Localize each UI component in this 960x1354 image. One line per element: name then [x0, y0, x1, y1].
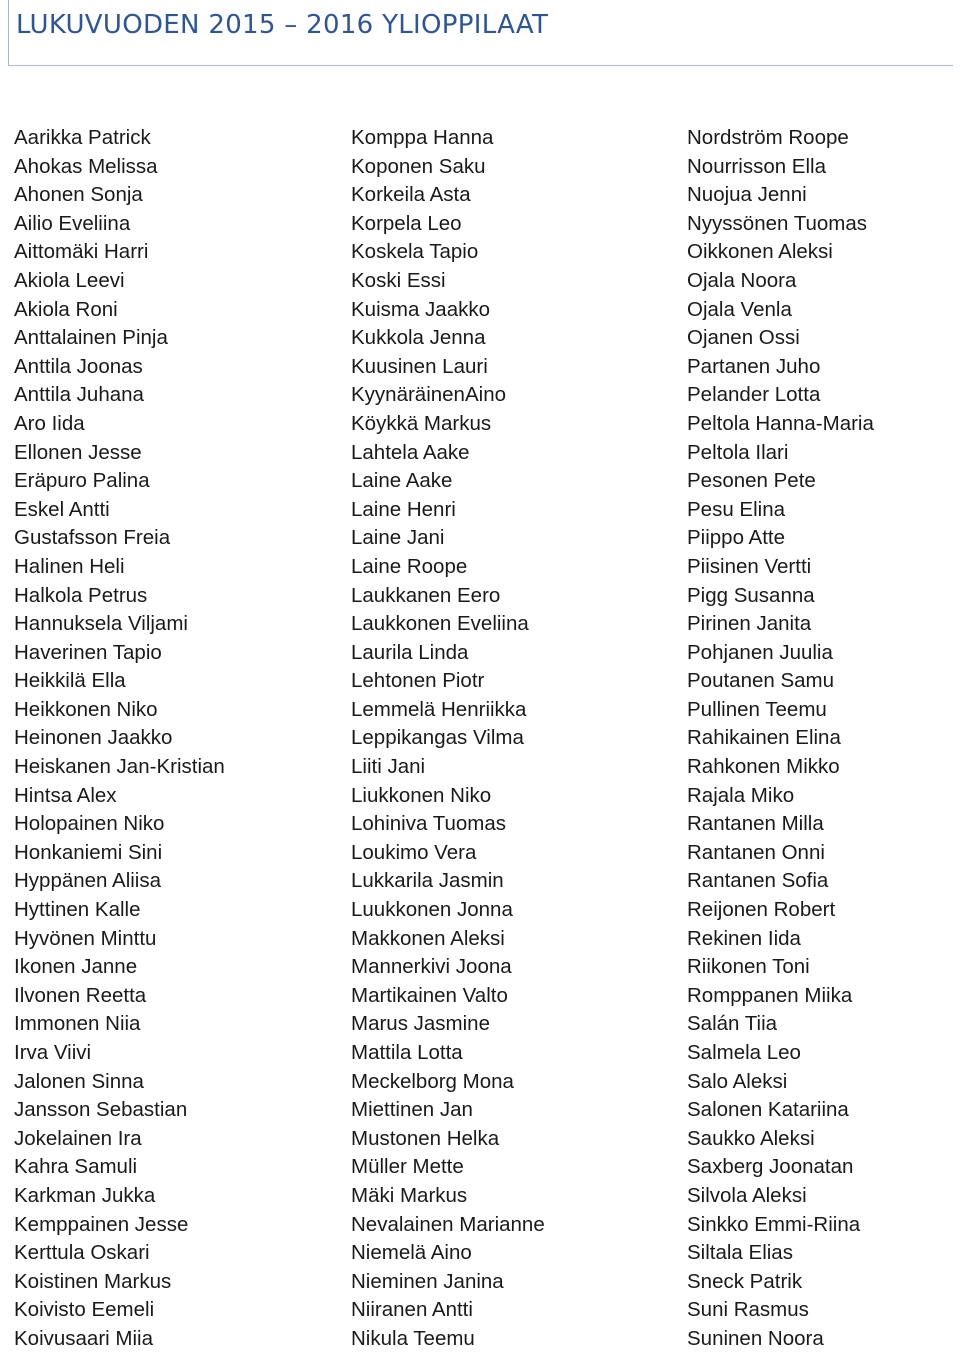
graduate-name: Anttila Juhana [14, 383, 144, 407]
graduate-name: Peltola Hanna-Maria [687, 411, 874, 435]
graduate-name: Oikkonen Aleksi [687, 240, 833, 264]
graduate-name: Piippo Atte [687, 526, 786, 550]
graduate-name: Miettinen Jan [351, 1098, 473, 1122]
graduate-name: Laine Henri [351, 497, 456, 521]
graduate-name: Laine Jani [351, 526, 445, 550]
title-block [8, 0, 953, 66]
graduate-name: Laukkanen Eero [351, 583, 501, 607]
graduate-name: Anttila Joonas [14, 354, 143, 378]
graduate-name: Koivusaari Miia [14, 1326, 153, 1350]
graduate-name: Akiola Roni [14, 297, 118, 321]
graduate-name: Makkonen Aleksi [351, 926, 505, 950]
graduate-name: Holopainen Niko [14, 812, 165, 836]
graduate-name: Nourrisson Ella [687, 154, 826, 178]
graduate-name: Jokelainen Ira [14, 1126, 142, 1150]
graduate-name: Reijonen Robert [687, 898, 836, 922]
graduate-name: Silvola Aleksi [687, 1183, 807, 1207]
graduate-name: KyynäräinenAino [351, 383, 506, 407]
graduate-name: Ailio Eveliina [14, 211, 131, 235]
graduate-name: Haverinen Tapio [14, 640, 162, 664]
graduate-name: Sinkko Emmi-Riina [687, 1212, 861, 1236]
name-column-2 [351, 124, 545, 1354]
graduate-name: Liukkonen Niko [351, 783, 492, 807]
graduate-name: Mustonen Helka [351, 1126, 500, 1150]
graduate-name: Marus Jasmine [351, 1012, 490, 1036]
graduate-name: Heikkilä Ella [14, 669, 126, 693]
graduate-name: Gustafsson Freia [14, 526, 171, 550]
graduate-name: Saxberg Joonatan [687, 1155, 854, 1179]
graduate-name: Korpela Leo [351, 211, 462, 235]
graduate-name: Pesu Elina [687, 497, 786, 521]
graduate-name: Luukkonen Jonna [351, 898, 513, 922]
graduate-name: Romppanen Miika [687, 983, 853, 1007]
graduate-name: Siltala Elias [687, 1241, 793, 1265]
graduate-name: Aro Iida [14, 411, 85, 435]
graduate-name: Partanen Juho [687, 354, 821, 378]
graduate-name: Aarikka Patrick [14, 126, 151, 149]
graduate-name: Nieminen Janina [351, 1269, 504, 1293]
graduate-name: Laine Aake [351, 469, 453, 493]
graduate-name: Müller Mette [351, 1155, 464, 1179]
graduate-name: Kukkola Jenna [351, 326, 486, 350]
graduate-name: Jansson Sebastian [14, 1098, 188, 1122]
graduate-name: Rekinen Iida [687, 926, 801, 950]
graduate-name: Komppa Hanna [351, 126, 494, 149]
graduate-name: Nordström Roope [687, 126, 849, 149]
graduate-name: Aittomäki Harri [14, 240, 149, 264]
graduate-name: Ellonen Jesse [14, 440, 142, 464]
graduate-name: Koivisto Eemeli [14, 1298, 155, 1322]
graduate-name: Nuojua Jenni [687, 183, 807, 207]
graduate-name: Halinen Heli [14, 554, 125, 578]
graduate-name: Suninen Noora [687, 1326, 824, 1350]
graduate-name: Hintsa Alex [14, 783, 117, 807]
graduate-name: Martikainen Valto [351, 983, 508, 1007]
graduate-name: Immonen Niia [14, 1012, 141, 1036]
graduate-name: Köykkä Markus [351, 411, 492, 435]
graduate-name: Kuusinen Lauri [351, 354, 488, 378]
graduate-name: Heiskanen Jan-Kristian [14, 755, 225, 779]
graduate-name: Ikonen Janne [14, 955, 138, 979]
graduate-name: Kahra Samuli [14, 1155, 138, 1179]
graduate-name: Meckelborg Mona [351, 1069, 514, 1093]
graduate-name: Pirinen Janita [687, 612, 812, 636]
graduate-name: Pigg Susanna [687, 583, 815, 607]
graduate-name: Karkman Jukka [14, 1183, 156, 1207]
graduate-name: Anttalainen Pinja [14, 326, 168, 350]
graduate-name: Koskela Tapio [351, 240, 479, 264]
graduate-name: Sneck Patrik [687, 1269, 803, 1293]
graduate-name: Korkeila Asta [351, 183, 471, 207]
graduate-name: Rajala Miko [687, 783, 795, 807]
graduate-name: Heikkonen Niko [14, 697, 158, 721]
graduate-name: Mattila Lotta [351, 1041, 463, 1064]
page-title: LUKUVUODEN 2015 – 2016 YLIOPPILAAT [16, 10, 549, 40]
graduate-name: Suni Rasmus [687, 1298, 809, 1322]
graduate-name: Rahikainen Elina [687, 726, 841, 750]
graduate-name: Leppikangas Vilma [351, 726, 524, 750]
graduate-name: Pohjanen Juulia [687, 640, 833, 664]
graduate-name: Mäki Markus [351, 1183, 468, 1207]
graduate-name: Lemmelä Henriikka [351, 697, 527, 721]
graduate-name: Kuisma Jaakko [351, 297, 491, 321]
graduate-name: Rantanen Sofia [687, 869, 829, 893]
graduate-name: Akiola Leevi [14, 268, 125, 292]
graduate-name: Jalonen Sinna [14, 1069, 144, 1093]
graduate-name: Lukkarila Jasmin [351, 869, 504, 893]
graduate-name: Piisinen Vertti [687, 554, 812, 578]
graduate-name: Halkola Petrus [14, 583, 148, 607]
graduate-name: Rantanen Milla [687, 812, 824, 836]
graduate-name: Laurila Linda [351, 640, 469, 664]
graduate-name: Pelander Lotta [687, 383, 821, 407]
graduate-name: Poutanen Samu [687, 669, 835, 693]
graduate-name: Riikonen Toni [687, 955, 810, 979]
graduate-name: Koponen Saku [351, 154, 486, 178]
graduate-name: Kemppainen Jesse [14, 1212, 189, 1236]
graduate-name: Koski Essi [351, 268, 446, 292]
graduate-name: Hyttinen Kalle [14, 898, 141, 922]
graduate-name: Hyvönen Minttu [14, 926, 157, 950]
graduate-name: Lahtela Aake [351, 440, 470, 464]
graduate-name: Ilvonen Reetta [14, 983, 147, 1007]
graduate-name: Rahkonen Mikko [687, 755, 840, 779]
graduate-name: Ojala Noora [687, 268, 797, 292]
graduate-name: Salo Aleksi [687, 1069, 788, 1093]
graduate-name: Laukkonen Eveliina [351, 612, 529, 636]
graduate-name: Eräpuro Palina [14, 469, 150, 493]
graduate-name: Ojanen Ossi [687, 326, 800, 350]
name-column-1 [14, 124, 225, 1354]
graduate-name: Honkaniemi Sini [14, 840, 163, 864]
graduate-name: Heinonen Jaakko [14, 726, 173, 750]
name-column-3 [687, 124, 874, 1354]
graduate-name: Nyyssönen Tuomas [687, 211, 868, 235]
graduate-name: Salán Tiia [687, 1012, 778, 1036]
graduate-name: Peltola Ilari [687, 440, 789, 464]
graduate-name: Mannerkivi Joona [351, 955, 512, 979]
graduate-name: Ahokas Melissa [14, 154, 158, 178]
graduate-name: Niemelä Aino [351, 1241, 472, 1265]
graduate-name: Salmela Leo [687, 1041, 801, 1064]
graduate-name: Ojala Venla [687, 297, 792, 321]
graduate-name: Salonen Katariina [687, 1098, 849, 1122]
graduate-name: Hyppänen Aliisa [14, 869, 162, 893]
graduate-name: Lehtonen Piotr [351, 669, 485, 693]
graduate-name: Ahonen Sonja [14, 183, 143, 207]
graduate-name: Irva Viivi [14, 1041, 92, 1064]
graduate-name: Hannuksela Viljami [14, 612, 188, 636]
graduate-name: Rantanen Onni [687, 840, 825, 864]
graduate-name: Nevalainen Marianne [351, 1212, 545, 1236]
graduate-name: Koistinen Markus [14, 1269, 172, 1293]
graduate-name: Loukimo Vera [351, 840, 477, 864]
graduate-name: Saukko Aleksi [687, 1126, 815, 1150]
graduate-name: Laine Roope [351, 554, 468, 578]
graduate-name: Liiti Jani [351, 755, 426, 779]
graduate-name: Pesonen Pete [687, 469, 816, 493]
graduate-name: Kerttula Oskari [14, 1241, 150, 1265]
graduate-name: Eskel Antti [14, 497, 110, 521]
graduate-name: Lohiniva Tuomas [351, 812, 506, 836]
graduate-name: Nikula Teemu [351, 1326, 475, 1350]
graduate-name: Niiranen Antti [351, 1298, 473, 1322]
graduate-name: Pullinen Teemu [687, 697, 827, 721]
